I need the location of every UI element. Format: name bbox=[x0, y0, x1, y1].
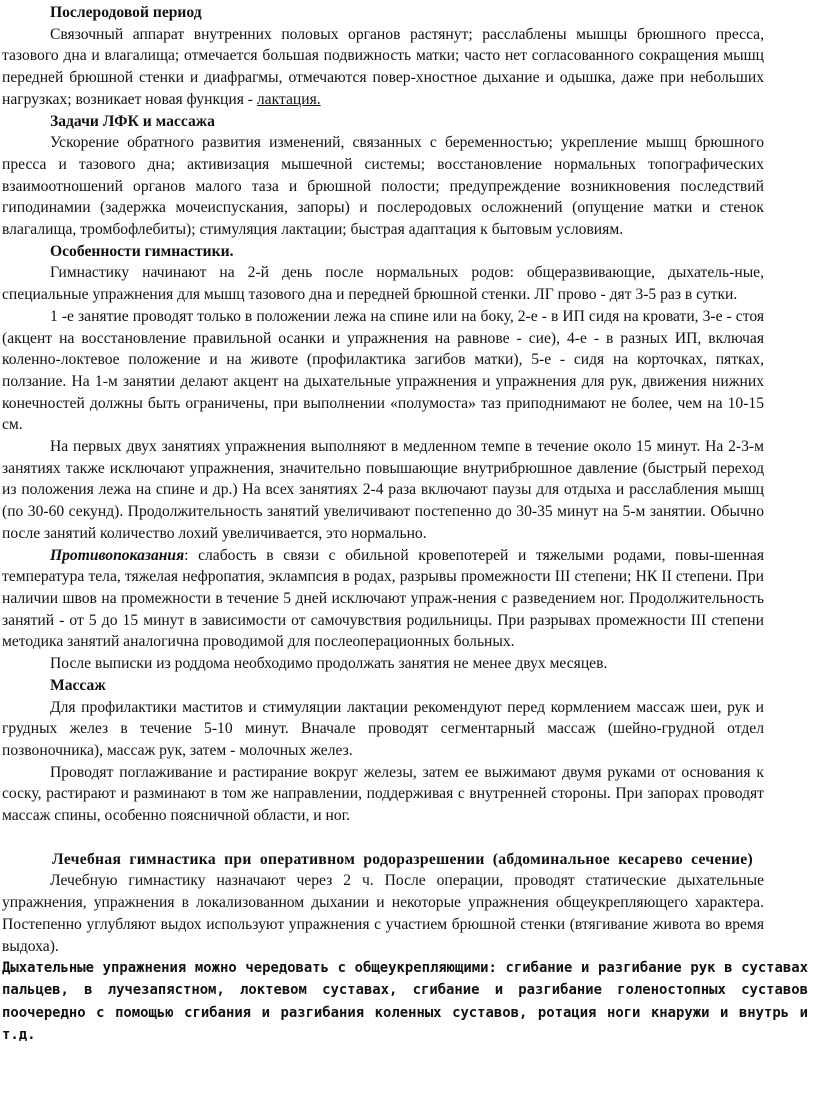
heading-tasks: Задачи ЛФК и массажа bbox=[50, 112, 215, 130]
paragraph-gymnastics-1: Гимнастику начинают на 2-й день после нормальных родов: общеразвивающие, дыхатель-ные, специальные упражнения для мышц тазового дна и передней брюшной стенки. ЛГ прово - дят 3-5 раз в сутки. bbox=[2, 264, 764, 304]
paragraph-postpartum-text: Связочный аппарат внутренних половых органов растянут; расслаблены мышцы брюшного пресса, тазового дна и влагалища; отмечается большая подвижность матки; часто нет согласованного сокращения мышц передней брюшной стенки и диафрагмы, отмечаются повер-хностное дыхание и одышка, даже при небольших нагрузках; возникает новая функция - bbox=[2, 25, 764, 108]
heading-cesarean: Лечебная гимнастика при оперативном родоразрешении (абдоминальное кесарево сечение) bbox=[52, 850, 753, 868]
heading-massage: Массаж bbox=[50, 676, 106, 694]
contraindications-text: : слабость в связи с обильной кровепотерей и тяжелыми родами, повы-шенная температура тела, тяжелая нефропатия, эклампсия в родах, разрывы промежности III степени; НК II степени. При наличии швов на промежности в течение 5 дней исключают упраж-нения с разведением ног. Продолжительность занятий - от 5 до 15 минут в зависимости от самочувствия родильницы. При разрывах промежности III степени методика занятий аналогична проводимой для послеоперационных больных. bbox=[2, 546, 764, 651]
paragraph-massage-1: Для профилактики маститов и стимуляции лактации рекомендуют перед кормлением массаж шеи, рук и грудных желез в течение 5-10 минут. Вначале проводят сегментарный массаж (шейно-грудной отдел позвоночника), массаж рук, затем - молочных желез. bbox=[2, 698, 764, 759]
paragraph-gymnastics-5: После выписки из роддома необходимо продолжать занятия не менее двух месяцев. bbox=[50, 655, 608, 673]
heading-gymnastics: Особенности гимнастики. bbox=[50, 242, 234, 260]
paragraph-gymnastics-3: На первых двух занятиях упражнения выполняют в медленном темпе в течение около 15 минут. На 2-3-м занятиях также исключают упражнения, значительно повышающие внутрибрюшное давление (быстрый переход из положения лежа на спине и др.) На всех занятиях 2-4 раза включают паузы для отдыха и расслабления мышц (по 30-60 секунд). Продолжительность занятий увеличивают постепенно до 30-35 минут на 5-м занятии. Обычно после занятий количество лохий увеличивается, это нормально. bbox=[2, 438, 764, 542]
paragraph-cesarean-2: Дыхательные упражнения можно чередовать с общеукрепляющими: сгибание и разгибание рук в суставах пальцев, в лучезапястном, локтевом суставах, сгибание и разгибание голеностопных суставов поочередно с помощью сгибания и разгибания коленных суставов, ротация ноги кнаружи и внутрь и т.д. bbox=[2, 960, 808, 1043]
paragraph-tasks: Ускорение обратного развития изменений, связанных с беременностью; укрепление мышц брюшного пресса и тазового дна; активизация мышечной системы; восстановление нормальных топографических взаимоотношений органов малого таза и брюшной полости; предупреждение возникновения последствий гиподинамии (задержка мочеиспускания, запоры) и послеродовых осложнений (опущение матки и стенок влагалища, тромбофлебиты); стимуляция лактации; быстрая адаптация к бытовым условиям. bbox=[2, 134, 764, 239]
paragraph-gymnastics-2: 1 -е занятие проводят только в положении лежа на спине или на боку, 2-е - в ИП сидя на кровати, 3-е - стоя (акцент на восстановление правильной осанки и упражнения на равнове - сие), 4-е - в разных ИП, включая коленно-локтевое положение и на животе (профилактика загибов матки), 5-е - сидя на корточках, пятках, ползание. На 1-м занятии делают акцент на дыхательные упражнения и упражнения для рук, движения нижних конечностей должны быть ограничены, при выполнении «полумоста» таз приподнимают не более, чем на 10-15 см. bbox=[2, 307, 764, 434]
contraindications-label: Противопоказания bbox=[50, 546, 185, 564]
heading-postpartum: Послеродовой период bbox=[50, 4, 202, 21]
paragraph-cesarean-1: Лечебную гимнастику назначают через 2 ч. После операции, проводят статические дыхательные упражнения, упражнения в локализованном дыхании и некоторые упражнения общеукрепляющего характера. Постепенно углубляют выдох используют упражнения с участием брюшной стенки (втягивание живота во время выдоха). bbox=[2, 872, 764, 955]
underlined-lactation: лактация. bbox=[256, 90, 321, 108]
paragraph-massage-2: Проводят поглаживание и растирание вокруг железы, затем ее выжимают двумя руками от основания к соску, растирают и разминают в том же направлении, поддерживая с внутренней стороны. При запорах проводят массаж спины, особенно поясничной области, и ног. bbox=[2, 763, 764, 825]
paragraph-contraindications bbox=[2, 545, 764, 654]
paragraph-postpartum bbox=[2, 24, 764, 111]
